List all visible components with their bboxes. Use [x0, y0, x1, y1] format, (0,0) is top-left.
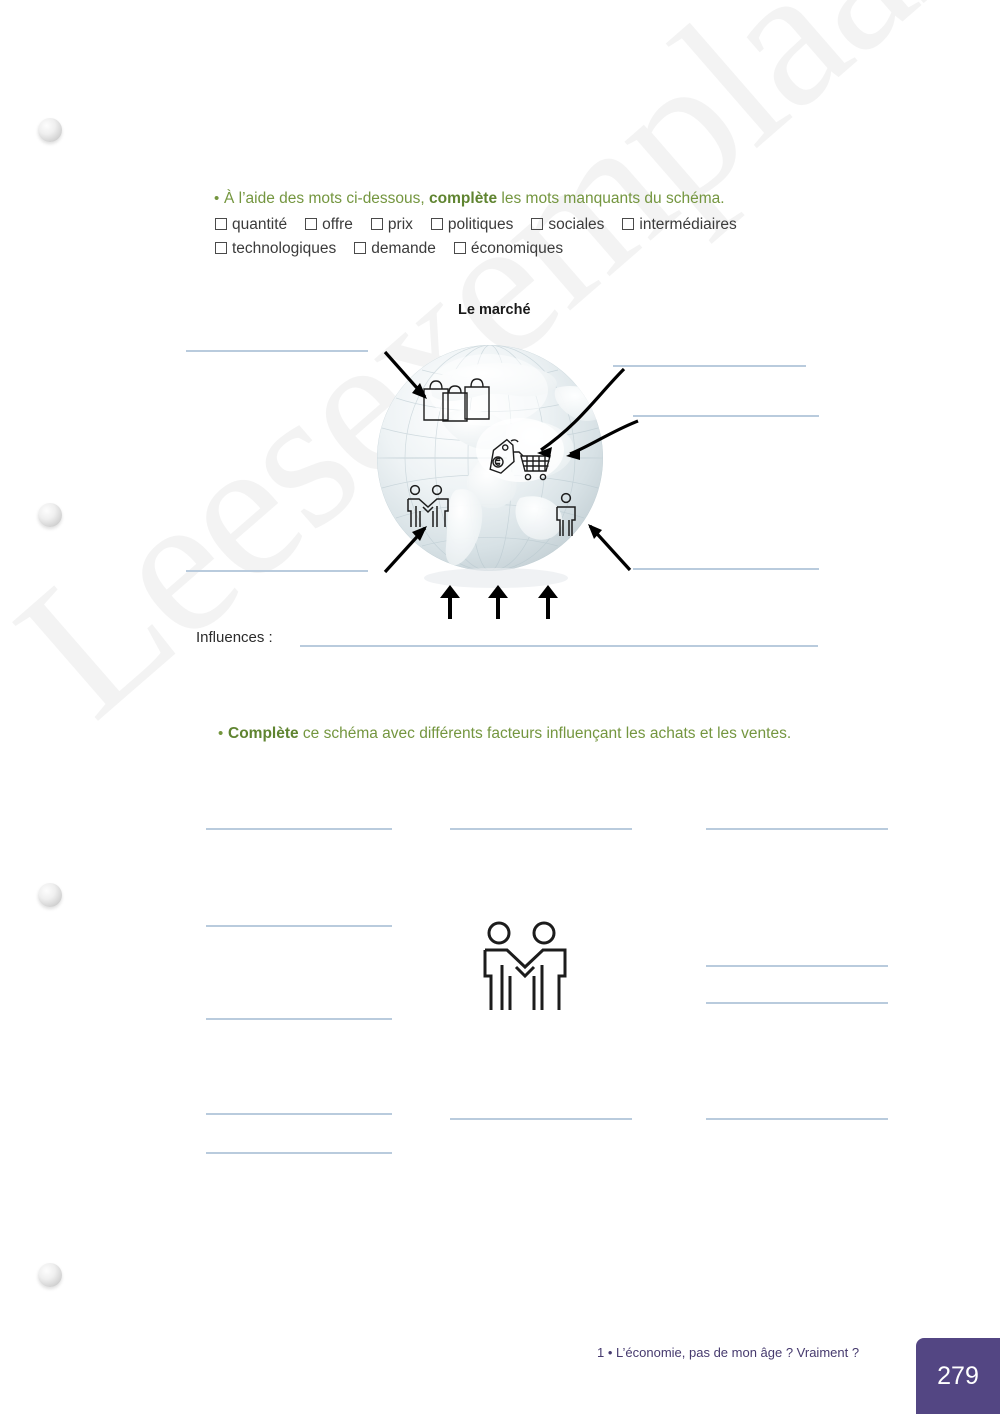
word-bank-row-1 — [215, 216, 755, 234]
word-bank-item[interactable] — [454, 240, 563, 258]
answer-line-left-top[interactable] — [186, 350, 368, 352]
answer-line-s2-left-5[interactable] — [206, 1152, 392, 1154]
word-bank-item[interactable] — [622, 216, 736, 234]
exercise2-instruction-bold: Complète — [228, 725, 299, 742]
answer-line-s2-left-2[interactable] — [206, 925, 392, 927]
answer-line-s2-right-3[interactable] — [706, 1002, 888, 1004]
answer-line-s2-right-4[interactable] — [706, 1118, 888, 1120]
shopping-cart-icon — [512, 448, 552, 482]
exercise1-instruction — [214, 191, 725, 207]
word-bank-label: économiques — [470, 240, 564, 257]
word-bank-item[interactable] — [215, 240, 336, 258]
word-bank-row-2 — [215, 240, 581, 258]
answer-line-s2-left-1[interactable] — [206, 828, 392, 830]
word-bank-label: quantité — [232, 216, 288, 233]
bullet-icon: • — [218, 725, 224, 742]
answer-line-right-top[interactable] — [613, 365, 806, 367]
word-bank-item[interactable] — [215, 216, 287, 234]
checkbox-icon[interactable] — [622, 218, 634, 230]
checkbox-icon[interactable] — [454, 242, 466, 254]
word-bank-item[interactable] — [431, 216, 514, 234]
word-bank-label: offre — [322, 216, 353, 233]
answer-line-s2-right-1[interactable] — [706, 828, 888, 830]
word-bank-label: technologiques — [232, 240, 337, 257]
word-bank-label: demande — [371, 240, 436, 257]
word-bank-item[interactable] — [354, 240, 436, 258]
page-number-badge: 279 — [916, 1338, 1000, 1414]
word-bank-label: sociales — [548, 216, 605, 233]
answer-line-right-bottom[interactable] — [633, 568, 819, 570]
punch-hole-1 — [38, 118, 62, 142]
word-bank-item[interactable] — [305, 216, 353, 234]
influences-label: Influences : — [196, 629, 273, 646]
answer-line-s2-left-4[interactable] — [206, 1113, 392, 1115]
word-bank-label: politiques — [447, 216, 514, 233]
handshake-people-icon — [404, 484, 454, 529]
answer-line-s2-mid-2[interactable] — [450, 1118, 632, 1120]
handshake-people-icon-large — [478, 920, 574, 1012]
checkbox-icon[interactable] — [431, 218, 443, 230]
word-bank-label: prix — [387, 216, 413, 233]
bullet-icon: • — [214, 190, 220, 207]
word-bank-item[interactable] — [531, 216, 604, 234]
answer-line-s2-mid-1[interactable] — [450, 828, 632, 830]
exercise2-instruction — [218, 726, 791, 742]
punch-hole-3 — [38, 883, 62, 907]
word-bank-item[interactable] — [371, 216, 413, 234]
exercise1-instruction-suffix: les mots manquants du schéma. — [497, 190, 725, 207]
single-person-icon — [551, 492, 581, 537]
diagram-title: Le marché — [458, 302, 531, 318]
answer-line-left-bottom[interactable] — [186, 570, 368, 572]
checkbox-icon[interactable] — [354, 242, 366, 254]
answer-line-right-middle[interactable] — [633, 415, 819, 417]
exercise1-instruction-prefix: À l’aide des mots ci-dessous, — [224, 190, 430, 207]
shopping-bags-icon — [421, 375, 493, 423]
punch-hole-4 — [38, 1263, 62, 1287]
exercise2-instruction-suffix: ce schéma avec différents facteurs influençant les achats et les ventes. — [298, 725, 792, 742]
answer-line-influences[interactable] — [300, 645, 818, 647]
word-bank-label: intermédiaires — [639, 216, 737, 233]
influences-up-arrows — [435, 582, 565, 620]
checkbox-icon[interactable] — [215, 218, 227, 230]
footer-chapter-note: 1 • L’économie, pas de mon âge ? Vraiment ? — [597, 1345, 860, 1360]
checkbox-icon[interactable] — [305, 218, 317, 230]
exercise1-instruction-bold: complète — [429, 190, 498, 207]
checkbox-icon[interactable] — [215, 242, 227, 254]
checkbox-icon[interactable] — [531, 218, 543, 230]
punch-hole-2 — [38, 503, 62, 527]
checkbox-icon[interactable] — [371, 218, 383, 230]
answer-line-s2-right-2[interactable] — [706, 965, 888, 967]
answer-line-s2-left-3[interactable] — [206, 1018, 392, 1020]
